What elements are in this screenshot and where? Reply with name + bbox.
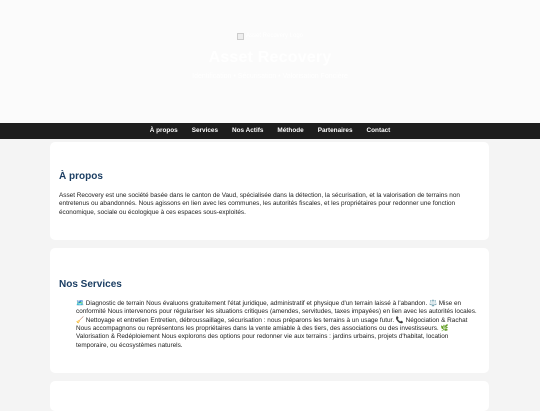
- services-text: 🗺️ Diagnostic de terrain Nous évaluons gratuitement l'état juridique, administratif et physique d'un terrain laissé à l'abandon. ⚖️ Mise en conformité Nous intervenons pour régulariser les situations critiques (amendes, servitudes, taxes impayées) en lien avec les autorités locales. 🧹 Nettoyage et entretien Entretien, débroussaillage, sécurisation : nous préparons les terrains à un usage futur. 📞 Négociation & Rachat Nous accompagnons ou représentons les propriétaires dans la vente amiable à des tiers, des associations ou des investisseurs. 🌿 Valorisation & Redéploiement Nous explorons des options pour redonner vie aux terrains : jardins urbains, projets d'habitat, location temporaire, ou écosystèmes naturels.: [76, 300, 477, 349]
- about-heading: À propos: [59, 171, 103, 182]
- site-subtitle: Identification • Sécurisation • Valorisation Foncière: [192, 73, 348, 80]
- nav-link-assets[interactable]: Nos Actifs: [232, 126, 264, 134]
- services-section: [50, 248, 489, 373]
- nav-link-services[interactable]: Services: [191, 126, 219, 134]
- about-text: Asset Recovery est une société basée dans le canton de Vaud, spécialisée dans la détection, la sécurisation, et la valorisation de terrains non entretenus ou abandonnés. Nous agissons en lien avec les communes, les autorités fiscales, et les propriétaires pour redonner une fonction économique, sociale ou écologique à ces espaces sous-exploités.: [59, 192, 460, 216]
- main-nav: [0, 123, 540, 139]
- hero-header: [0, 0, 540, 123]
- nav-link-about[interactable]: À propos: [149, 126, 178, 134]
- about-section: [50, 142, 489, 240]
- nav-link-method[interactable]: Méthode: [277, 126, 304, 134]
- logo-alt-text: Asset Recovery Logo: [245, 33, 304, 39]
- logo: [0, 33, 540, 41]
- services-heading: Nos Services: [59, 279, 122, 290]
- next-section: [50, 381, 489, 411]
- broken-image-icon: [237, 33, 244, 40]
- site-title: Asset Recovery: [208, 49, 332, 66]
- nav-link-contact[interactable]: Contact: [366, 126, 391, 134]
- nav-link-partners[interactable]: Partenaires: [317, 126, 353, 134]
